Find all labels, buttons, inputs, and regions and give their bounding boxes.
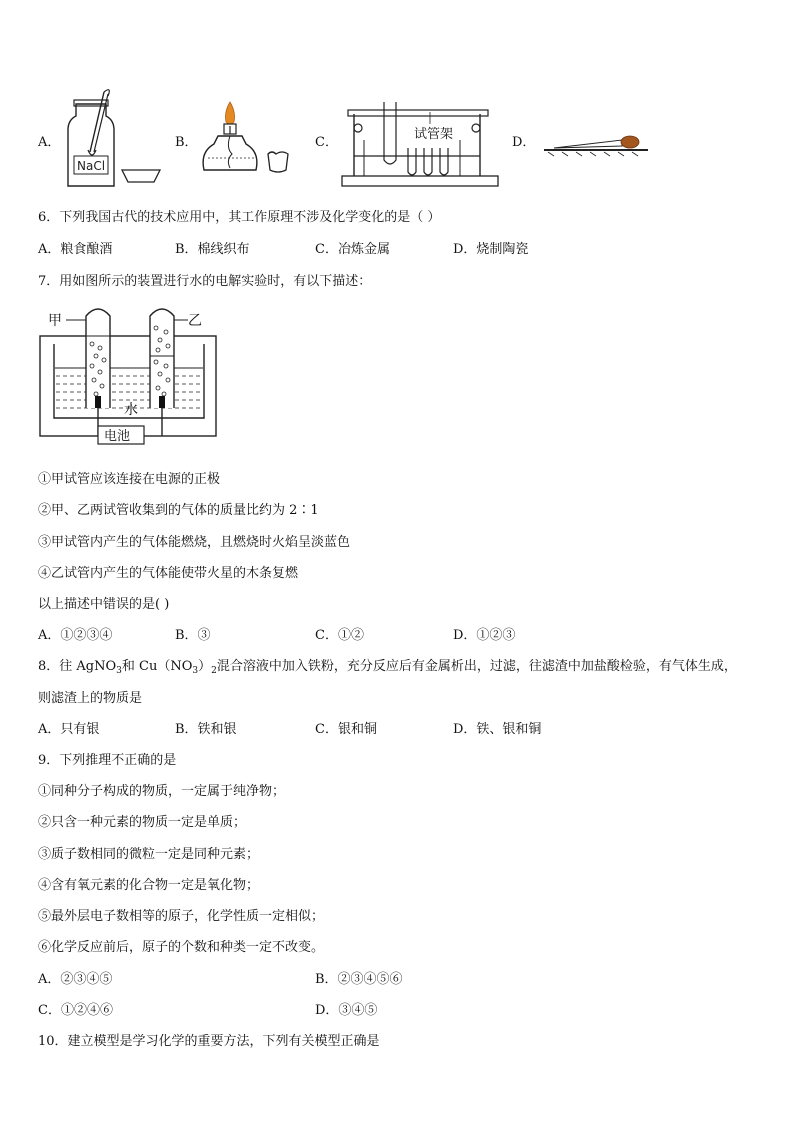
q9-stem: 9．下列推理不正确的是 [38, 753, 177, 768]
q9-statement-1: ①同种分子构成的物质，一定属于纯净物； [38, 784, 286, 799]
rack-label-text: 试管架 [414, 127, 454, 142]
q9-statement-2: ②只含一种元素的物质一定是单质； [38, 815, 247, 830]
q9-statement-4: ④含有氧元素的化合物一定是氧化物； [38, 878, 260, 893]
q10-stem: 10．建立模型是学习化学的重要方法，下列有关模型正确是 [38, 1034, 380, 1049]
q9-option-c[interactable]: C．①②④⑥ [38, 1003, 113, 1018]
dropper-on-table-figure [542, 128, 652, 158]
q7-statement-1: ①甲试管应该连接在电源的正极 [38, 472, 221, 487]
q8-stem-line1: 8．往 AgNO$_3$和 $Cu(NO_3)_2$混合溶液中加入铁粉，充分反应后有金属析出，过滤，往滤渣中加盐酸检验，有气体生成， [38, 659, 737, 676]
q9-option-d[interactable]: D．③④⑤ [315, 1003, 378, 1018]
test-tube-rack-figure [340, 100, 505, 192]
q8-option-d[interactable]: D．铁、银和铜 [453, 722, 542, 737]
tube-yi-label: 乙 [188, 313, 202, 329]
q8-option-b[interactable]: B．铁和银 [175, 722, 237, 737]
q6-option-b[interactable]: B．棉线织布 [175, 242, 250, 257]
nacl-bottle-figure [62, 86, 172, 191]
q5-option-d-label: D． [512, 135, 536, 150]
q6-stem: 6．下列我国古代的技术应用中，其工作原理不涉及化学变化的是（ ） [38, 210, 441, 225]
nacl-label-text: NaCl [77, 159, 106, 173]
q7-option-b[interactable]: B．③ [175, 628, 211, 643]
water-label: 水 [124, 402, 138, 418]
q7-option-c[interactable]: C．①② [315, 628, 364, 643]
q6-option-c[interactable]: C．冶炼金属 [315, 242, 390, 257]
q7-option-d[interactable]: D．①②③ [453, 628, 516, 643]
q5-option-b-label: B． [175, 135, 198, 150]
q8-stem-line2: 则滤渣上的物质是 [38, 691, 143, 706]
tube-jia-label: 甲 [48, 313, 62, 329]
q9-statement-3: ③质子数相同的微粒一定是同种元素； [38, 847, 260, 862]
q7-statement-3: ③甲试管内产生的气体能燃烧，且燃烧时火焰呈淡蓝色 [38, 535, 351, 550]
q7-option-a[interactable]: A．①②③④ [38, 628, 113, 643]
q6-option-a[interactable]: A．粮食酿酒 [38, 242, 113, 257]
q9-statement-5: ⑤最外层电子数相等的原子，化学性质一定相似； [38, 909, 325, 924]
q8-option-a[interactable]: A．只有银 [38, 722, 100, 737]
q5-option-c-label: C． [315, 135, 338, 150]
q7-statement-4: ④乙试管内产生的气体能使带火星的木条复燃 [38, 566, 299, 581]
alcohol-lamp-figure [198, 98, 308, 188]
q9-option-b[interactable]: B．②③④⑤⑥ [315, 972, 403, 987]
q7-stem: 7．用如图所示的装置进行水的电解实验时，有以下描述： [38, 274, 372, 289]
q6-option-d[interactable]: D．烧制陶瓷 [453, 242, 529, 257]
battery-label: 电池 [104, 429, 131, 444]
electrolysis-apparatus-figure [38, 300, 228, 448]
q9-option-a[interactable]: A．②③④⑤ [38, 972, 113, 987]
q8-option-c[interactable]: C．银和铜 [315, 722, 377, 737]
q5-option-a-label: A． [38, 135, 61, 150]
q7-question: 以上描述中错误的是( ) [38, 597, 170, 612]
q9-statement-6: ⑥化学反应前后，原子的个数和种类一定不改变。 [38, 940, 325, 955]
q7-statement-2: ②甲、乙两试管收集到的气体的质量比约为 2∶1 [38, 503, 319, 518]
